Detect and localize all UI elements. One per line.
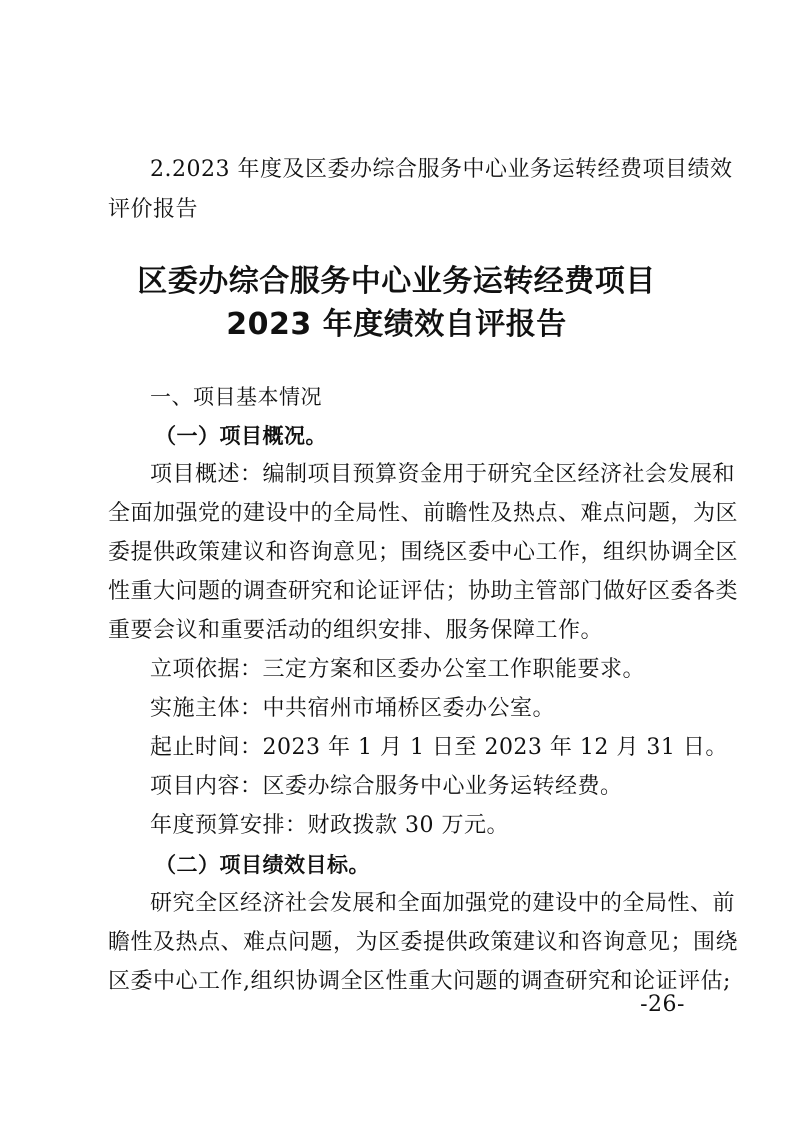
project-content: 项目内容：区委办综合服务中心业务运转经费。 [150,774,623,799]
project-implementer: 实施主体：中共宿州市埇桥区委办公室。 [150,696,556,721]
overview-paragraph-line: 性重大问题的调查研究和论证评估；协助主管部门做好区委各类 [108,579,739,604]
overview-paragraph-line: 项目概述：编制项目预算资金用于研究全区经济社会发展和 [150,462,736,487]
section-heading-basic-info: 一、项目基本情况 [150,385,322,409]
attachment-caption-line-1: 2.2023 年度及区委办综合服务中心业务运转经费项目绩效 [150,157,733,182]
performance-goals-line: 区委中心工作,组织协调全区性重大问题的调查研究和论证评估; [108,969,731,994]
report-title-line-1: 区委办综合服务中心业务运转经费项目 [137,264,656,299]
annual-budget: 年度预算安排：财政拨款 30 万元。 [150,813,509,838]
subsection-heading-overview: （一）项目概况。 [155,424,327,448]
project-period: 起止时间：2023 年 1 月 1 日至 2023 年 12 月 31 日。 [150,735,728,760]
subsection-heading-performance-goals: （二）项目绩效目标。 [155,853,370,877]
overview-paragraph-line: 重要会议和重要活动的组织安排、服务保障工作。 [108,618,604,643]
page-number: -26- [640,992,685,1017]
project-basis: 立项依据：三定方案和区委办公室工作职能要求。 [150,657,646,682]
attachment-caption-line-2: 评价报告 [108,197,199,222]
overview-paragraph-line: 全面加强党的建设中的全局性、前瞻性及热点、难点问题，为区 [108,501,739,526]
performance-goals-line: 瞻性及热点、难点问题，为区委提供政策建议和咨询意见；围绕 [108,930,739,955]
report-title-line-2: 2023 年度绩效自评报告 [226,307,567,342]
performance-goals-line: 研究全区经济社会发展和全面加强党的建设中的全局性、前 [150,891,736,916]
overview-paragraph-line: 委提供政策建议和咨询意见；围绕区委中心工作，组织协调全区 [108,540,739,565]
